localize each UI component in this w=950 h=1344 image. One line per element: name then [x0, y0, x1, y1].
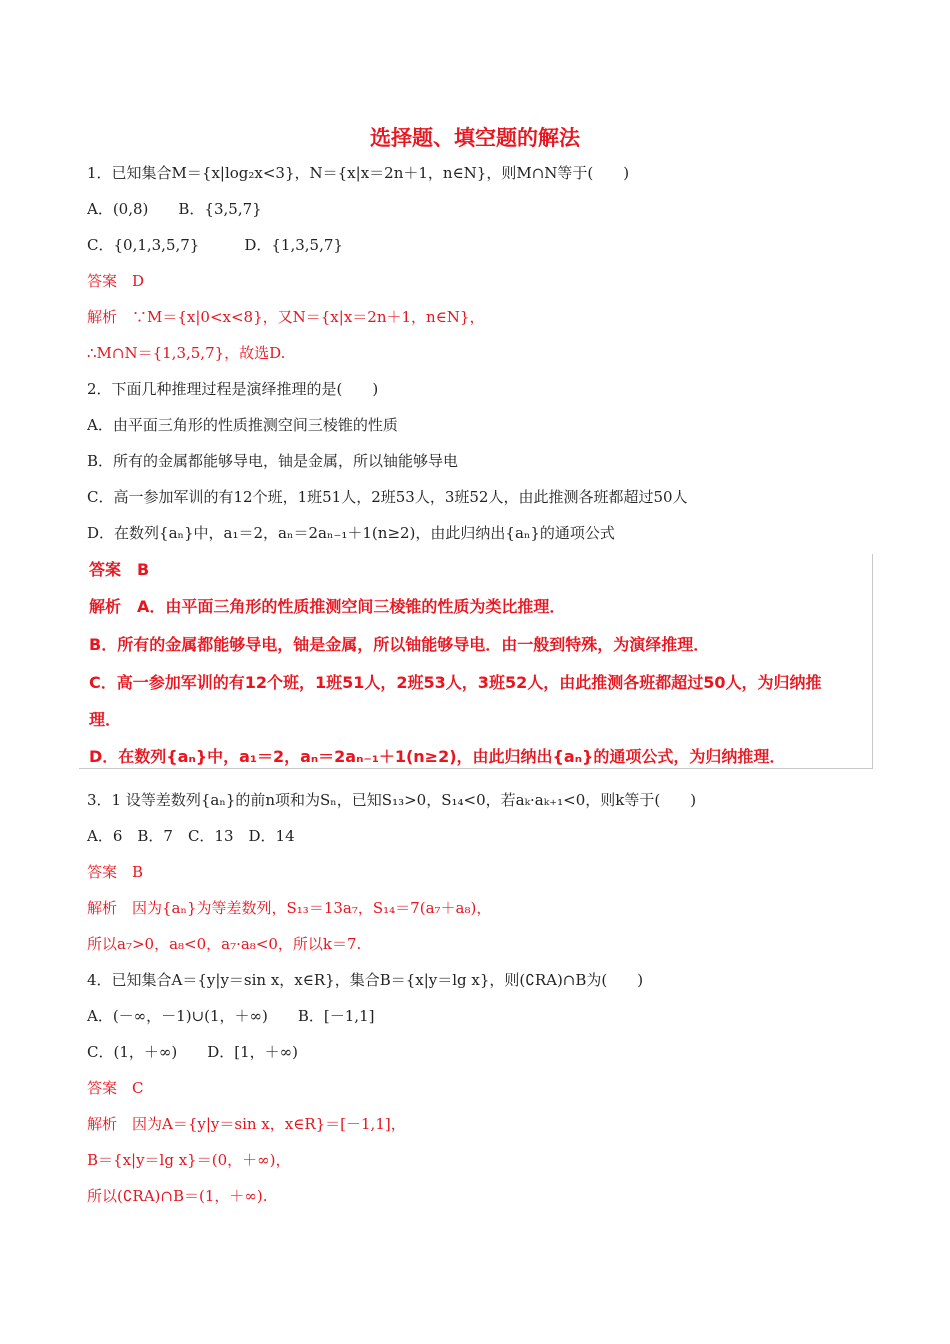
q3-analysis-2: 所以a₇>0，a₈<0，a₇·a₈<0，所以k＝7. — [87, 935, 362, 953]
q2-analysis-3: C．高一参加军训的有12个班，1班51人，2班53人，3班52人，由此推测各班都超过50人，为归纳推 — [89, 673, 822, 692]
q3-analysis-1: 解析 因为{aₙ}为等差数列，S₁₃＝13a₇，S₁₄＝7(a₇＋a₈)， — [87, 899, 492, 917]
q1-answer: 答案 D — [87, 272, 145, 290]
q2-analysis-5: D．在数列{aₙ}中，a₁＝2，aₙ＝2aₙ₋₁＋1(n≥2)，由此归纳出{aₙ}的通项公式，为归纳推理． — [89, 747, 786, 766]
q4-stem: 4．已知集合A＝{y|y＝sin x，x∈R}，集合B＝{x|y＝lg x}，则(∁RA)∩B为( ) — [87, 971, 644, 989]
q4-options-ab: A．(－∞，－1)∪(1，＋∞) B．[－1,1] — [87, 1007, 375, 1025]
q2-option-b: B．所有的金属都能够导电，铀是金属，所以铀能够导电 — [87, 452, 459, 470]
q4-answer: 答案 C — [87, 1079, 144, 1097]
q4-analysis-3: 所以(∁RA)∩B＝(1，＋∞). — [87, 1187, 268, 1205]
q2-option-a: A．由平面三角形的性质推测空间三棱锥的性质 — [87, 416, 398, 434]
q2-stem: 2．下面几种推理过程是演绎推理的是( ) — [87, 380, 379, 398]
q2-option-c: C．高一参加军训的有12个班，1班51人，2班53人，3班52人，由此推测各班都超过50人 — [87, 488, 688, 506]
q4-options-cd: C．(1，＋∞) D．[1，＋∞) — [87, 1043, 298, 1061]
q1-analysis-1: 解析 ∵M＝{x|0<x<8}，又N＝{x|x＝2n＋1，n∈N}， — [87, 308, 485, 326]
q4-analysis-1: 解析 因为A＝{y|y＝sin x，x∈R}＝[－1,1]， — [87, 1115, 406, 1133]
q3-stem: 3．1 设等差数列{aₙ}的前n项和为Sₙ，已知S₁₃>0，S₁₄<0，若aₖ·aₖ₊₁<0，则k等于( ) — [87, 791, 697, 809]
q4-analysis-2: B＝{x|y＝lg x}＝(0，＋∞)， — [87, 1151, 291, 1169]
q2-analysis-4: 理． — [89, 710, 122, 729]
q3-answer: 答案 B — [87, 863, 144, 881]
q3-options: A．6 B．7 C．13 D．14 — [87, 827, 295, 845]
page-title: 选择题、填空题的解法 — [370, 126, 580, 150]
q1-options-cd: C．{0,1,3,5,7} D．{1,3,5,7} — [87, 236, 343, 254]
q1-stem: 1．已知集合M＝{x|log₂x<3}，N＝{x|x＝2n＋1，n∈N}，则M∩N等于( ) — [87, 164, 630, 182]
q2-solution-box — [79, 554, 873, 769]
q2-analysis-1: 解析 A．由平面三角形的性质推测空间三棱锥的性质为类比推理． — [89, 597, 566, 616]
q1-analysis-2: ∴M∩N＝{1,3,5,7}，故选D. — [87, 344, 286, 362]
q2-option-d: D．在数列{aₙ}中，a₁＝2，aₙ＝2aₙ₋₁＋1(n≥2)，由此归纳出{aₙ}的通项公式 — [87, 524, 615, 542]
q1-options-ab: A．(0,8) B．{3,5,7} — [87, 200, 262, 218]
q2-answer: 答案 B — [89, 560, 150, 579]
q2-analysis-2: B．所有的金属都能够导电，铀是金属，所以铀能够导电．由一般到特殊，为演绎推理． — [89, 635, 710, 654]
